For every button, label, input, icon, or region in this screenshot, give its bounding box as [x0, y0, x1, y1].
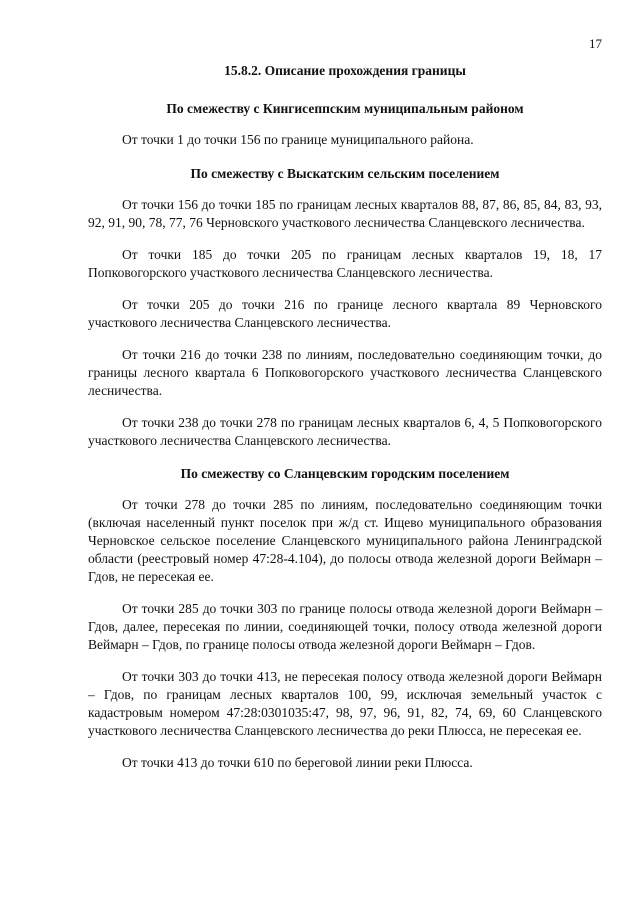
section-heading-kingisepp: По смежеству с Кингисеппским муниципальным районом [166, 101, 524, 116]
paragraph: От точки 205 до точки 216 по границе лесного квартала 89 Черновского участкового лесничества Сланцевского лесничества. [88, 297, 602, 330]
paragraph: От точки 1 до точки 156 по границе муниципального района. [122, 132, 474, 147]
paragraph: От точки 303 до точки 413, не пересекая полосу отвода железной дороги Веймарн – Гдов, по границам лесных кварталов 100, 99, исключая земельный участок с кадастровым номером 47:28:0301035:47, 98, 97, 96, 91, 82, 74, 69, 60 Сланцевского участкового лесничества Сланцевского лесничества до реки Плюсса, не пересекая ее. [88, 669, 602, 738]
document-content [88, 61, 602, 786]
paragraph: От точки 216 до точки 238 по линиям, последовательно соединяющим точки, до границы лесного квартала 6 Попковогорского участкового лесничества Сланцевского лесничества. [88, 347, 602, 398]
section-heading-vyskatskoe: По смежеству с Выскатским сельским поселением [190, 166, 500, 181]
paragraph: От точки 278 до точки 285 по линиям, последовательно соединяющим точки (включая населенный пункт поселок при ж/д ст. Ищево муниципального образования Черновское сельское поселение Сланцевского муниципального района Ленинградской области (реестровый номер 47:28-4.104), до полосы отвода железной дороги Веймарн – Гдов, не пересекая ее. [88, 497, 602, 584]
page-number: 17 [589, 36, 602, 51]
paragraph: От точки 238 до точки 278 по границам лесных кварталов 6, 4, 5 Попковогорского участкового лесничества Сланцевского лесничества. [88, 415, 602, 448]
section-heading-slantsy: По смежеству со Сланцевским городским поселением [180, 466, 510, 481]
document-title: 15.8.2. Описание прохождения границы [224, 63, 466, 78]
paragraph: От точки 413 до точки 610 по береговой линии реки Плюсса. [122, 755, 473, 770]
paragraph: От точки 185 до точки 205 по границам лесных кварталов 19, 18, 17 Попковогорского участкового лесничества Сланцевского лесничества. [88, 247, 602, 280]
paragraph: От точки 156 до точки 185 по границам лесных кварталов 88, 87, 86, 85, 84, 83, 93, 92, 91, 90, 78, 77, 76 Черновского участкового лесничества Сланцевского лесничества. [88, 197, 602, 230]
paragraph: От точки 285 до точки 303 по границе полосы отвода железной дороги Веймарн – Гдов, далее, пересекая по линии, соединяющей точки, полосу отвода железной дороги Веймарн – Гдов, по границе полосы отвода железной дороги Веймарн – Гдов. [88, 601, 602, 652]
